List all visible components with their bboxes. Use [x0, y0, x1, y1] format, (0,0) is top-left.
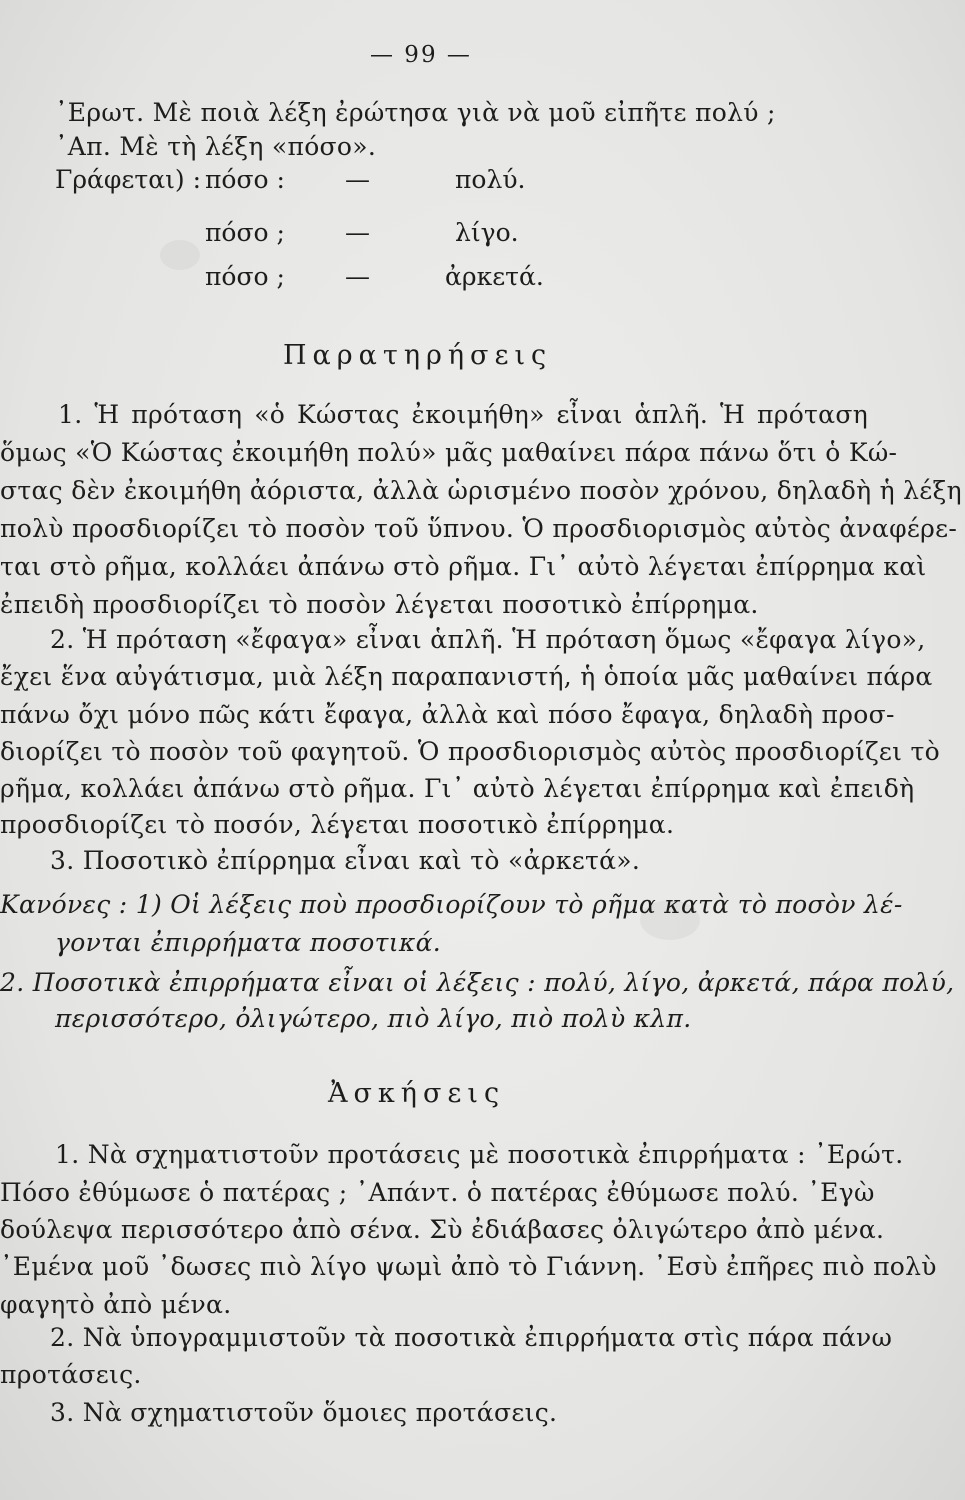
- exercise-line: Πόσο ἐθύμωσε ὁ πατέρας ; ᾿Απάντ. ὁ πατέρας ἐθύμωσε πολύ. ᾿Εγὼ: [0, 1178, 875, 1207]
- observation-line: στας δὲν ἐκοιμήθη ἀόριστα, ἀλλὰ ὡρισμένο ποσὸν χρόνου, δηλαδὴ ἡ λέξη: [0, 476, 962, 505]
- table-row-3-word: πόσο ;: [205, 262, 285, 291]
- page-number: — 99 —: [370, 42, 472, 68]
- observation-line: ται στὸ ρῆμα, κολλάει ἀπάνω στὸ ρῆμα. Γι᾿ αὐτὸ λέγεται ἐπίρρημα καὶ: [0, 552, 927, 581]
- observation-line: ὅμως «Ὁ Κώστας ἐκοιμήθη πολύ» μᾶς μαθαίνει πάρα πάνω ὅτι ὁ Κώ-: [0, 438, 898, 467]
- question-line: ᾿Ερωτ. Μὲ ποιὰ λέξη ἐρώτησα γιὰ νὰ μοῦ εἰπῆτε πολύ ;: [55, 98, 776, 127]
- observation-line: προσδιορίζει τὸ ποσόν, λέγεται ποσοτικὸ ἐπίρρημα.: [0, 810, 675, 839]
- exercise-line: 3. Νὰ σχηματιστοῦν ὅμοιες προτάσεις.: [50, 1398, 558, 1427]
- exercise-line: 2. Νὰ ὑπογραμμιστοῦν τὰ ποσοτικὰ ἐπιρρήματα στὶς πάρα πάνω: [50, 1323, 893, 1352]
- table-row-1-adverb: πολύ.: [455, 165, 526, 194]
- exercise-line: δούλεψα περισσότερο ἀπὸ σένα. Σὺ ἐδιάβασες ὀλιγώτερο ἀπὸ μένα.: [0, 1215, 885, 1244]
- exercise-line: προτάσεις.: [0, 1360, 142, 1389]
- observation-line: 3. Ποσοτικὸ ἐπίρρημα εἶναι καὶ τὸ «ἀρκετά».: [50, 846, 641, 875]
- exercise-line: φαγητὸ ἀπὸ μένα.: [0, 1290, 232, 1319]
- table-row-3-dash: —: [345, 262, 370, 291]
- exercise-line: 1. Νὰ σχηματιστοῦν προτάσεις μὲ ποσοτικὰ ἐπιρρήματα : ᾿Ερώτ.: [55, 1140, 904, 1169]
- observation-line: 2. Ἡ πρόταση «ἔφαγα» εἶναι ἁπλῆ. Ἡ πρόταση ὅμως «ἔφαγα λίγο»,: [50, 625, 926, 654]
- table-row-1-dash: —: [345, 165, 370, 194]
- table-row-3-adverb: ἀρκετά.: [445, 262, 544, 291]
- table-row-2-word: πόσο ;: [205, 218, 285, 247]
- exercise-line: ᾿Εμένα μοῦ ᾿δωσες πιὸ λίγο ψωμὶ ἀπὸ τὸ Γιάννη. ᾿Εσὺ ἐπῆρες πιὸ πολὺ: [0, 1252, 937, 1281]
- rule-line: γονται ἐπιρρήματα ποσοτικά.: [55, 928, 442, 957]
- observation-line: 1. Ἡ πρόταση «ὁ Κώστας ἐκοιμήθη» εἶναι ἁπλῆ. Ἡ πρόταση: [58, 400, 868, 429]
- observation-line: ἐπειδὴ προσδιορίζει τὸ ποσὸν λέγεται ποσοτικὸ ἐπίρρημα.: [0, 590, 759, 619]
- rule-line: περισσότερο, ὀλιγώτερο, πιὸ λίγο, πιὸ πολὺ κλπ.: [55, 1004, 692, 1033]
- table-row-1-word: πόσο :: [205, 165, 285, 194]
- paper-stain: [160, 240, 200, 270]
- observation-line: πολὺ προσδιορίζει τὸ ποσὸν τοῦ ὕπνου. Ὁ προσδιορισμὸς αὐτὸς ἀναφέρε-: [0, 514, 958, 543]
- rule-line: 2. Ποσοτικὰ ἐπιρρήματα εἶναι οἱ λέξεις : πολύ, λίγο, ἀρκετά, πάρα πολύ,: [0, 968, 955, 997]
- rule-line: Κανόνες : 1) Οἱ λέξεις ποὺ προσδιορίζουν τὸ ρῆμα κατὰ τὸ ποσὸν λέ-: [0, 890, 903, 919]
- observation-line: διορίζει τὸ ποσὸν τοῦ φαγητοῦ. Ὁ προσδιορισμὸς αὐτὸς προσδιορίζει τὸ: [0, 737, 941, 766]
- observation-line: πάνω ὄχι μόνο πῶς κάτι ἔφαγα, ἀλλὰ καὶ πόσο ἔφαγα, δηλαδὴ προσ-: [0, 700, 895, 729]
- observations-heading: Παρατηρήσεις: [283, 340, 553, 371]
- table-row-2-adverb: λίγο.: [455, 218, 519, 247]
- observation-line: ἔχει ἕνα αὐγάτισμα, μιὰ λέξη παραπανιστή, ἡ ὁποία μᾶς μαθαίνει πάρα: [0, 662, 933, 691]
- observation-line: ρῆμα, κολλάει ἀπάνω στὸ ρῆμα. Γι᾿ αὐτὸ λέγεται ἐπίρρημα καὶ ἐπειδὴ: [0, 774, 915, 803]
- table-label: Γράφεται) :: [55, 165, 202, 194]
- table-row-2-dash: —: [345, 218, 370, 247]
- exercises-heading: Ἀσκήσεις: [328, 1078, 506, 1109]
- answer-line: ᾿Απ. Μὲ τὴ λέξη «πόσο».: [55, 132, 377, 161]
